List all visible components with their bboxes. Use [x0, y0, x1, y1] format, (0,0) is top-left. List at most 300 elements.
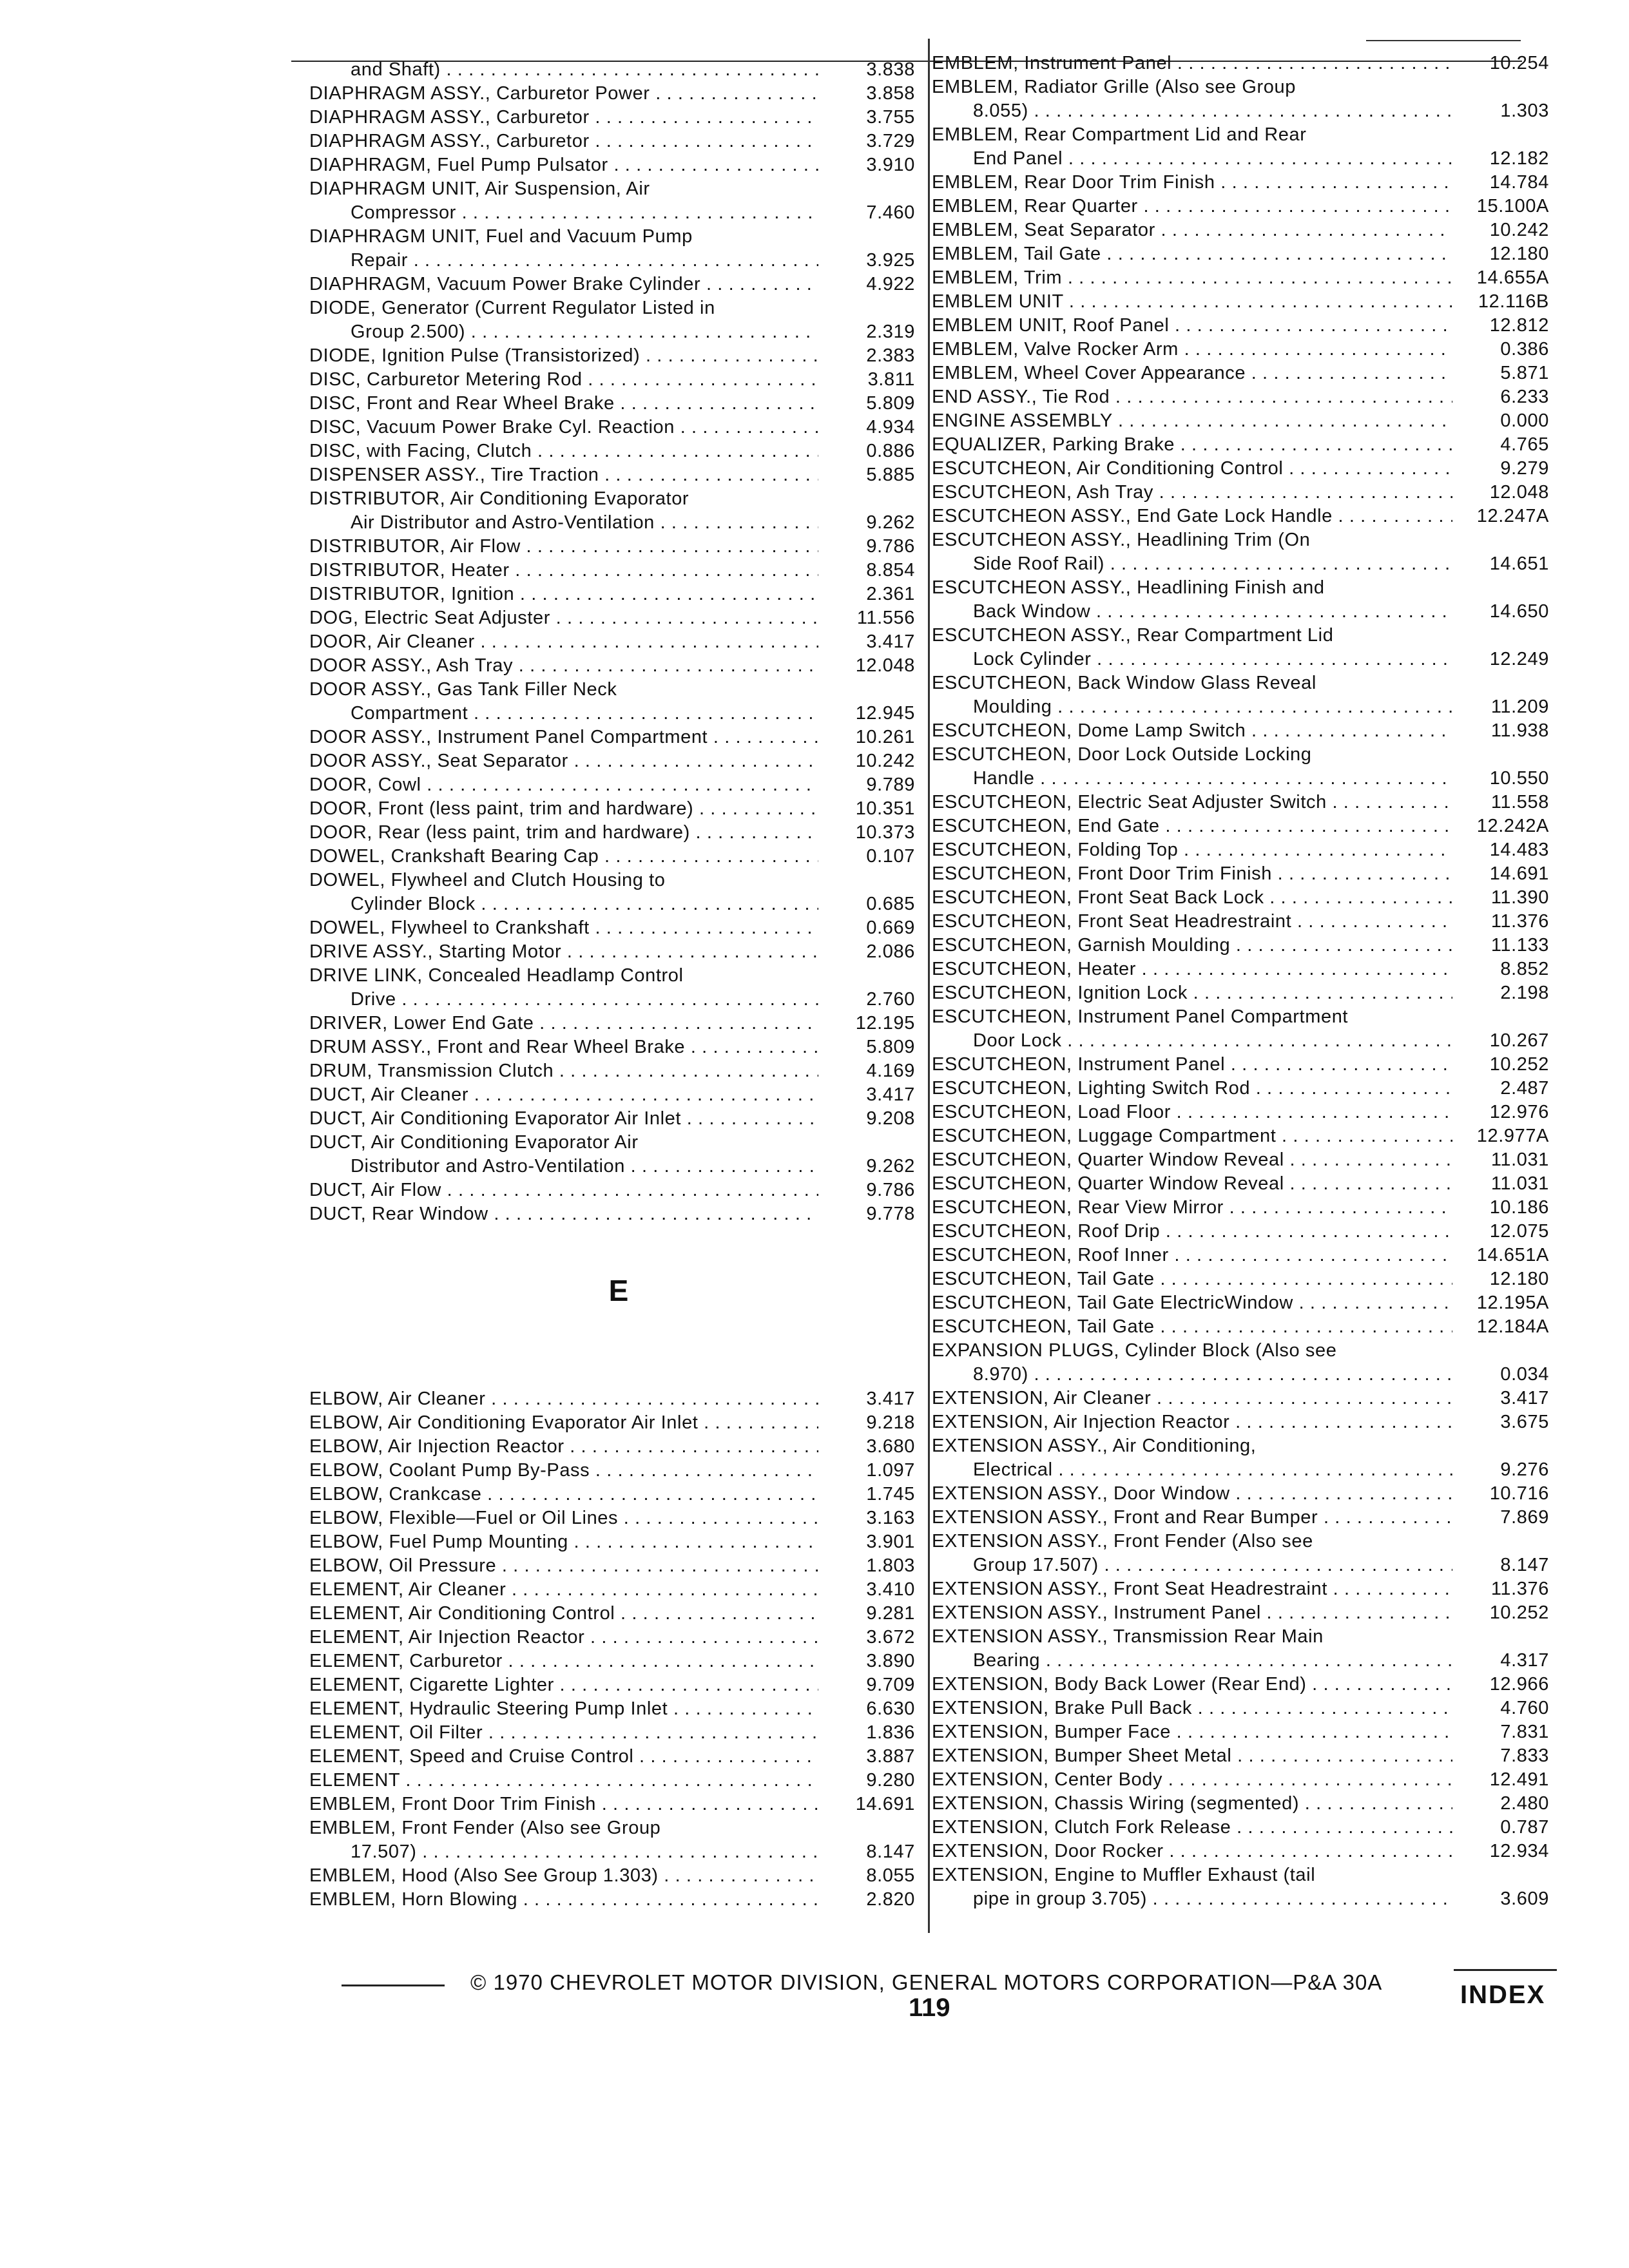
- entry-page-ref: 9.208: [866, 1108, 915, 1129]
- entry-text: EXTENSION, Body Back Lower (Rear End) . . .: [932, 1673, 1452, 1696]
- index-entry: [309, 1083, 915, 1107]
- entry-text: DRUM ASSY., Front and Rear Wheel Brake . . .: [309, 1035, 818, 1059]
- index-entry: [932, 957, 1549, 981]
- entry-page-ref: 10.267: [1489, 1030, 1549, 1051]
- entry-page-ref: 0.034: [1500, 1364, 1549, 1385]
- entry-page-ref: 10.261: [855, 727, 915, 747]
- index-entry: [932, 1840, 1549, 1863]
- entry-text: ESCUTCHEON, Roof Drip . . .: [932, 1220, 1452, 1244]
- entry-text-line1: EXTENSION ASSY., Transmission Rear Main: [932, 1626, 1324, 1647]
- entry-text: ESCUTCHEON, Tail Gate . . .: [932, 1267, 1452, 1291]
- entry-text: EMBLEM UNIT . . .: [932, 290, 1452, 314]
- index-entry: [932, 910, 1549, 934]
- entry-text: [932, 576, 1452, 624]
- index-entry: [932, 576, 1549, 624]
- entry-page-ref: 11.558: [1490, 792, 1549, 812]
- index-entry: [932, 433, 1549, 457]
- entry-page-ref: 14.691: [855, 1794, 915, 1814]
- index-entry: [932, 385, 1549, 409]
- entry-text: [932, 123, 1452, 171]
- entry-page-ref: 3.410: [866, 1579, 915, 1600]
- entry-text: [932, 743, 1452, 791]
- index-entry: [932, 1196, 1549, 1220]
- index-entry: [932, 862, 1549, 886]
- entry-text: ELEMENT, Oil Filter . . .: [309, 1721, 818, 1745]
- entry-text: [932, 1005, 1452, 1053]
- entry-page-ref: 11.376: [1490, 911, 1549, 932]
- copyright-notice: © 1970 CHEVROLET MOTOR DIVISION, GENERAL MOTORS CORPORATION—P&A 30A: [470, 1970, 1383, 1994]
- index-entry: [309, 416, 915, 439]
- entry-page-ref: 14.691: [1489, 863, 1549, 884]
- entry-page-ref: 12.977A: [1476, 1126, 1549, 1146]
- entry-page-ref: 0.886: [866, 441, 915, 461]
- index-entry: [932, 1601, 1549, 1625]
- entry-text: EMBLEM, Instrument Panel . . .: [932, 52, 1452, 75]
- entry-text: DISTRIBUTOR, Ignition . . .: [309, 582, 818, 606]
- entry-page-ref: 3.925: [866, 250, 915, 271]
- index-entry: [932, 1506, 1549, 1530]
- entry-page-ref: 3.901: [866, 1532, 915, 1552]
- entry-page-ref: 3.680: [866, 1436, 915, 1457]
- entry-text: DUCT, Air Cleaner . . .: [309, 1083, 818, 1107]
- entry-text: DIAPHRAGM, Fuel Pump Pulsator . . .: [309, 153, 818, 177]
- index-entry: [309, 58, 915, 82]
- entry-page-ref: 3.838: [866, 59, 915, 80]
- index-entry: [309, 869, 915, 916]
- index-entry: [309, 1578, 915, 1602]
- index-entry: [932, 242, 1549, 266]
- entry-text: ELBOW, Coolant Pump By-Pass . . .: [309, 1459, 818, 1483]
- index-entry: [309, 1864, 915, 1888]
- entry-page-ref: 9.778: [866, 1204, 915, 1224]
- entry-text: END ASSY., Tie Rod . . .: [932, 385, 1452, 409]
- entry-page-ref: 11.938: [1490, 720, 1549, 741]
- entry-page-ref: 10.254: [1489, 53, 1549, 73]
- index-entry: [309, 1626, 915, 1649]
- index-entry: [932, 1100, 1549, 1124]
- entry-page-ref: 3.910: [866, 155, 915, 175]
- entry-text: DISC, Vacuum Power Brake Cyl. Reaction . . .: [309, 416, 818, 439]
- entry-text: EMBLEM UNIT, Roof Panel . . .: [932, 314, 1452, 338]
- index-entry: [309, 1888, 915, 1912]
- entry-page-ref: 10.550: [1489, 768, 1549, 789]
- entry-text: ELEMENT, Carburetor . . .: [309, 1649, 818, 1673]
- entry-page-ref: 14.655A: [1476, 267, 1549, 288]
- entry-text: DOOR, Rear (less paint, trim and hardware) . . .: [309, 821, 818, 845]
- index-entry: [309, 630, 915, 654]
- index-entry: [309, 535, 915, 559]
- entry-page-ref: 3.890: [866, 1651, 915, 1671]
- index-entry: [932, 290, 1549, 314]
- index-entry: [309, 1411, 915, 1435]
- entry-text: DOOR, Air Cleaner . . .: [309, 630, 818, 654]
- entry-page-ref: 9.262: [866, 1156, 915, 1177]
- entry-page-ref: 3.163: [866, 1508, 915, 1528]
- entry-page-ref: 9.218: [866, 1412, 915, 1433]
- entry-text: EXTENSION, Chassis Wiring (segmented) . . .: [932, 1792, 1452, 1816]
- entry-text: EXTENSION, Bumper Sheet Metal . . .: [932, 1744, 1452, 1768]
- entry-text: [932, 1625, 1452, 1673]
- entry-text-line2: Door Lock . . .: [932, 1029, 1452, 1053]
- index-entry: [932, 1673, 1549, 1696]
- index-entry: [309, 463, 915, 487]
- entry-text: EMBLEM, Rear Door Trim Finish . . .: [932, 171, 1452, 195]
- entry-text: DOOR ASSY., Instrument Panel Compartment . . .: [309, 726, 818, 749]
- index-entry: [932, 1768, 1549, 1792]
- entry-text-line1: EMBLEM, Front Fender (Also see Group: [309, 1818, 661, 1838]
- entry-text-line2: Group 2.500) . . .: [309, 320, 818, 344]
- entry-page-ref: 2.760: [866, 989, 915, 1010]
- index-entry: [932, 1053, 1549, 1077]
- entry-page-ref: 1.097: [866, 1460, 915, 1481]
- index-entry: [309, 654, 915, 678]
- entry-page-ref: 1.303: [1500, 101, 1549, 121]
- entry-text: ESCUTCHEON, Rear View Mirror . . .: [932, 1196, 1452, 1220]
- index-entry: [309, 1012, 915, 1035]
- index-entry: [309, 1459, 915, 1483]
- entry-page-ref: 12.247A: [1476, 506, 1549, 526]
- entry-page-ref: 0.669: [866, 918, 915, 938]
- entry-page-ref: 3.729: [866, 131, 915, 151]
- index-entry: [932, 505, 1549, 528]
- entry-page-ref: 12.180: [1489, 244, 1549, 264]
- entry-text: EMBLEM, Tail Gate . . .: [932, 242, 1452, 266]
- footer-rule-right: [1454, 1969, 1557, 1971]
- entry-text: EMBLEM, Trim . . .: [932, 266, 1452, 290]
- index-entry: [309, 559, 915, 582]
- index-entry: [309, 1769, 915, 1792]
- entry-text: [309, 1131, 818, 1178]
- entry-text: EMBLEM, Seat Separator . . .: [932, 218, 1452, 242]
- entry-page-ref: 5.885: [866, 465, 915, 485]
- index-entry: [309, 344, 915, 368]
- entry-text: ELBOW, Air Conditioning Evaporator Air Inlet . . .: [309, 1411, 818, 1435]
- index-entry: [309, 1435, 915, 1459]
- entry-text-line2: Side Roof Rail) . . .: [932, 552, 1452, 576]
- index-entry: [309, 1721, 915, 1745]
- entry-page-ref: 3.755: [866, 107, 915, 128]
- entry-text-line1: DIAPHRAGM UNIT, Air Suspension, Air: [309, 178, 650, 199]
- entry-page-ref: 3.417: [866, 1084, 915, 1105]
- entry-text: [309, 678, 818, 726]
- index-entry: [932, 719, 1549, 743]
- index-entry: [309, 1387, 915, 1411]
- index-entry: [309, 797, 915, 821]
- index-entry: [309, 1107, 915, 1131]
- index-entry: [932, 409, 1549, 433]
- entry-page-ref: 2.086: [866, 941, 915, 962]
- entry-text: ESCUTCHEON, Front Seat Back Lock . . .: [932, 886, 1452, 910]
- entry-text: ELBOW, Crankcase . . .: [309, 1483, 818, 1506]
- entry-page-ref: 12.195: [855, 1013, 915, 1033]
- section-label: INDEX: [1460, 1981, 1546, 2009]
- index-entry: [932, 266, 1549, 290]
- index-entry: [309, 368, 915, 392]
- entry-page-ref: 0.000: [1500, 410, 1549, 431]
- entry-text: EXTENSION, Brake Pull Back . . .: [932, 1696, 1452, 1720]
- index-entry: [309, 273, 915, 296]
- index-entry: [309, 439, 915, 463]
- entry-page-ref: 5.871: [1500, 363, 1549, 383]
- entry-text: [309, 487, 818, 535]
- entry-text: DIAPHRAGM ASSY., Carburetor Power . . .: [309, 82, 818, 106]
- entry-text: EXTENSION ASSY., Front Seat Headrestraint . . .: [932, 1577, 1452, 1601]
- entry-page-ref: 4.169: [866, 1061, 915, 1081]
- entry-page-ref: 3.672: [866, 1627, 915, 1648]
- entry-text-line1: ESCUTCHEON ASSY., Rear Compartment Lid: [932, 625, 1334, 646]
- index-entry: [309, 1602, 915, 1626]
- entry-text: ELEMENT, Air Conditioning Control . . .: [309, 1602, 818, 1626]
- index-entry: [932, 1077, 1549, 1100]
- entry-page-ref: 11.031: [1490, 1149, 1549, 1170]
- index-entry: [309, 1131, 915, 1178]
- index-entry: [932, 314, 1549, 338]
- entry-text-line1: DOOR ASSY., Gas Tank Filler Neck: [309, 679, 617, 700]
- entry-page-ref: 12.182: [1489, 148, 1549, 169]
- entry-text-line2: Moulding . . .: [932, 695, 1452, 719]
- index-entry: [309, 392, 915, 416]
- entry-page-ref: 14.784: [1489, 172, 1549, 193]
- entry-text: [932, 624, 1452, 671]
- entry-page-ref: 10.242: [855, 751, 915, 771]
- entry-page-ref: 3.417: [1500, 1388, 1549, 1408]
- index-entry: [309, 773, 915, 797]
- right-column: [932, 52, 1549, 1911]
- entry-text: ELBOW, Air Injection Reactor . . .: [309, 1435, 818, 1459]
- entry-text-line2: Back Window . . .: [932, 600, 1452, 624]
- entry-text: EXTENSION, Air Cleaner . . .: [932, 1387, 1452, 1410]
- entry-text: DOOR ASSY., Ash Tray . . .: [309, 654, 818, 678]
- entry-page-ref: 0.386: [1500, 339, 1549, 360]
- index-entry: [932, 1387, 1549, 1410]
- entry-text: DIODE, Ignition Pulse (Transistorized) . . .: [309, 344, 818, 368]
- entry-text: DRUM, Transmission Clutch . . .: [309, 1059, 818, 1083]
- entry-page-ref: 4.922: [866, 274, 915, 294]
- index-entry: [932, 457, 1549, 481]
- entry-text: ESCUTCHEON, End Gate . . .: [932, 814, 1452, 838]
- entry-page-ref: 12.116B: [1478, 291, 1549, 312]
- entry-text: EMBLEM, Rear Quarter . . .: [932, 195, 1452, 218]
- index-entry: [309, 1745, 915, 1769]
- entry-text: EXTENSION, Center Body . . .: [932, 1768, 1452, 1792]
- entry-text: ESCUTCHEON, Electric Seat Adjuster Switch . . .: [932, 791, 1452, 814]
- entry-text: [932, 671, 1452, 719]
- entry-text: DOOR, Front (less paint, trim and hardware) . . .: [309, 797, 818, 821]
- column-divider: [928, 39, 930, 1933]
- entry-text-line2: Bearing . . .: [932, 1649, 1452, 1673]
- index-entry: [309, 1792, 915, 1816]
- entry-text: ELEMENT, Speed and Cruise Control . . .: [309, 1745, 818, 1769]
- entry-page-ref: 11.133: [1490, 935, 1549, 956]
- entry-text-line1: DIAPHRAGM UNIT, Fuel and Vacuum Pump: [309, 226, 693, 247]
- entry-text: ESCUTCHEON, Quarter Window Reveal . . .: [932, 1172, 1452, 1196]
- index-entry: [309, 845, 915, 869]
- entry-text: DIAPHRAGM ASSY., Carburetor . . .: [309, 130, 818, 153]
- index-entry: [932, 1863, 1549, 1911]
- entry-page-ref: 14.650: [1489, 601, 1549, 622]
- entry-text-line2: 8.055) . . .: [932, 99, 1452, 123]
- index-entry: [309, 1649, 915, 1673]
- left-entries-top: [309, 58, 915, 1226]
- entry-text: [932, 1863, 1452, 1911]
- entry-page-ref: 12.184A: [1476, 1316, 1549, 1337]
- index-entry: [309, 916, 915, 940]
- index-entry: [309, 1530, 915, 1554]
- entry-text: EXTENSION, Door Rocker . . .: [932, 1840, 1452, 1863]
- entry-text: ESCUTCHEON, Tail Gate . . .: [932, 1315, 1452, 1339]
- index-entry: [932, 1696, 1549, 1720]
- entry-page-ref: 8.147: [1500, 1555, 1549, 1575]
- entry-text: [932, 75, 1452, 123]
- index-entry: [932, 886, 1549, 910]
- entry-text-line2: End Panel . . .: [932, 147, 1452, 171]
- left-column: [309, 58, 915, 1912]
- entry-text-line1: EXTENSION ASSY., Front Fender (Also see: [932, 1531, 1313, 1552]
- entry-text: EXTENSION, Air Injection Reactor . . .: [932, 1410, 1452, 1434]
- entry-page-ref: 10.252: [1489, 1602, 1549, 1623]
- entry-page-ref: 3.858: [866, 83, 915, 104]
- index-entry: [932, 1720, 1549, 1744]
- top-rule-right: [1366, 40, 1521, 41]
- entry-text: ESCUTCHEON, Garnish Moulding . . .: [932, 934, 1452, 957]
- index-entry: [932, 838, 1549, 862]
- index-entry: [932, 218, 1549, 242]
- entry-page-ref: 6.630: [866, 1698, 915, 1719]
- entry-page-ref: 10.351: [855, 798, 915, 819]
- entry-page-ref: 4.317: [1500, 1650, 1549, 1671]
- entry-page-ref: 12.048: [855, 655, 915, 676]
- entry-text: [309, 964, 818, 1012]
- index-entry: [932, 481, 1549, 505]
- index-entry: [309, 964, 915, 1012]
- entry-text-line1: DRIVE LINK, Concealed Headlamp Control: [309, 965, 684, 986]
- index-entry: [932, 1244, 1549, 1267]
- entry-page-ref: 7.869: [1500, 1507, 1549, 1528]
- index-entry: [932, 1124, 1549, 1148]
- entry-page-ref: 3.675: [1500, 1412, 1549, 1432]
- entry-page-ref: 9.276: [1500, 1459, 1549, 1480]
- entry-text-line1: DIODE, Generator (Current Regulator Listed in: [309, 298, 715, 318]
- entry-text: DOWEL, Crankshaft Bearing Cap . . .: [309, 845, 818, 869]
- entry-page-ref: 11.556: [856, 608, 915, 628]
- entry-text-line1: ESCUTCHEON, Instrument Panel Compartment: [932, 1006, 1349, 1027]
- entry-text: EXTENSION ASSY., Front and Rear Bumper . . .: [932, 1506, 1452, 1530]
- entry-page-ref: 2.361: [866, 584, 915, 604]
- entry-text: [309, 296, 818, 344]
- index-entry: [932, 1148, 1549, 1172]
- entry-text-line1: DOWEL, Flywheel and Clutch Housing to: [309, 870, 666, 890]
- index-entry: [309, 1483, 915, 1506]
- index-entry: [932, 1410, 1549, 1434]
- entry-text: EXTENSION ASSY., Instrument Panel . . .: [932, 1601, 1452, 1625]
- index-entry: [932, 171, 1549, 195]
- entry-text-line2: Compressor . . .: [309, 201, 818, 225]
- entry-text: EMBLEM, Horn Blowing . . .: [309, 1888, 818, 1912]
- entry-text: EMBLEM, Valve Rocker Arm . . .: [932, 338, 1452, 361]
- index-entry: [932, 123, 1549, 171]
- index-entry: [932, 624, 1549, 671]
- index-entry: [932, 1291, 1549, 1315]
- entry-text: DISC, with Facing, Clutch . . .: [309, 439, 818, 463]
- index-entry: [309, 606, 915, 630]
- index-entry: [932, 1434, 1549, 1482]
- entry-page-ref: 14.483: [1489, 840, 1549, 860]
- entry-text: ELBOW, Oil Pressure . . .: [309, 1554, 818, 1578]
- entry-text: ESCUTCHEON, Front Door Trim Finish . . .: [932, 862, 1452, 886]
- entry-page-ref: 10.186: [1489, 1197, 1549, 1218]
- right-entries: [932, 52, 1549, 1911]
- index-entry: [309, 1697, 915, 1721]
- entry-text-line1: ESCUTCHEON ASSY., Headlining Finish and: [932, 577, 1325, 598]
- entry-page-ref: 7.460: [866, 202, 915, 223]
- entry-text-line2: 8.970) . . .: [932, 1363, 1452, 1387]
- entry-text: EQUALIZER, Parking Brake . . .: [932, 433, 1452, 457]
- entry-text-line1: DISTRIBUTOR, Air Conditioning Evaporator: [309, 488, 689, 509]
- entry-text: ELEMENT . . .: [309, 1769, 818, 1792]
- entry-text: ESCUTCHEON, Ignition Lock . . .: [932, 981, 1452, 1005]
- entry-page-ref: 8.147: [866, 1841, 915, 1862]
- index-entry: [932, 1744, 1549, 1768]
- entry-page-ref: 9.709: [866, 1675, 915, 1695]
- entry-text: ESCUTCHEON, Air Conditioning Control . . .: [932, 457, 1452, 481]
- entry-page-ref: 4.765: [1500, 434, 1549, 455]
- index-entry: [932, 528, 1549, 576]
- entry-page-ref: 3.417: [866, 1389, 915, 1409]
- entry-page-ref: 3.811: [867, 369, 915, 390]
- entry-page-ref: 12.491: [1489, 1769, 1549, 1790]
- entry-text: EXTENSION ASSY., Door Window . . .: [932, 1482, 1452, 1506]
- index-entry: [932, 1339, 1549, 1387]
- index-entry: [309, 1816, 915, 1864]
- entry-page-ref: 2.383: [866, 345, 915, 366]
- entry-page-ref: 12.249: [1489, 649, 1549, 669]
- index-entry: [309, 1178, 915, 1202]
- entry-page-ref: 0.685: [866, 894, 915, 914]
- entry-page-ref: 9.281: [866, 1603, 915, 1624]
- entry-text: ELBOW, Flexible—Fuel or Oil Lines . . .: [309, 1506, 818, 1530]
- entry-text-line2: Handle . . .: [932, 767, 1452, 791]
- section-letter: E: [608, 1274, 629, 1307]
- entry-page-ref: 5.809: [866, 1037, 915, 1057]
- entry-page-ref: 14.651: [1489, 553, 1549, 574]
- entry-page-ref: 10.252: [1489, 1054, 1549, 1075]
- index-entry: [932, 1816, 1549, 1840]
- entry-text-line2: Group 17.507) . . .: [932, 1553, 1452, 1577]
- entry-text: DRIVER, Lower End Gate . . .: [309, 1012, 818, 1035]
- entry-text: ESCUTCHEON, Lighting Switch Rod . . .: [932, 1077, 1452, 1100]
- index-entry: [932, 361, 1549, 385]
- entry-text-line2: pipe in group 3.705) . . .: [932, 1887, 1452, 1911]
- index-entry: [932, 1005, 1549, 1053]
- entry-text-line2: Distributor and Astro-Ventilation . . .: [309, 1155, 818, 1178]
- entry-text-line2: Repair . . .: [309, 249, 818, 273]
- entry-text: EMBLEM, Front Door Trim Finish . . .: [309, 1792, 818, 1816]
- entry-text: DIAPHRAGM ASSY., Carburetor . . .: [309, 106, 818, 130]
- index-entry: [932, 981, 1549, 1005]
- entry-page-ref: 12.075: [1489, 1221, 1549, 1242]
- entry-text: DUCT, Air Conditioning Evaporator Air Inlet . . .: [309, 1107, 818, 1131]
- entry-page-ref: 7.833: [1500, 1745, 1549, 1766]
- index-entry: [932, 1625, 1549, 1673]
- index-entry: [309, 296, 915, 344]
- entry-text-line1: EXTENSION ASSY., Air Conditioning,: [932, 1436, 1257, 1456]
- index-entry: [932, 671, 1549, 719]
- entry-text: [309, 225, 818, 273]
- index-entry: [309, 726, 915, 749]
- entry-text: ELEMENT, Air Cleaner . . .: [309, 1578, 818, 1602]
- entry-page-ref: 2.487: [1500, 1078, 1549, 1099]
- entry-page-ref: 10.242: [1489, 220, 1549, 240]
